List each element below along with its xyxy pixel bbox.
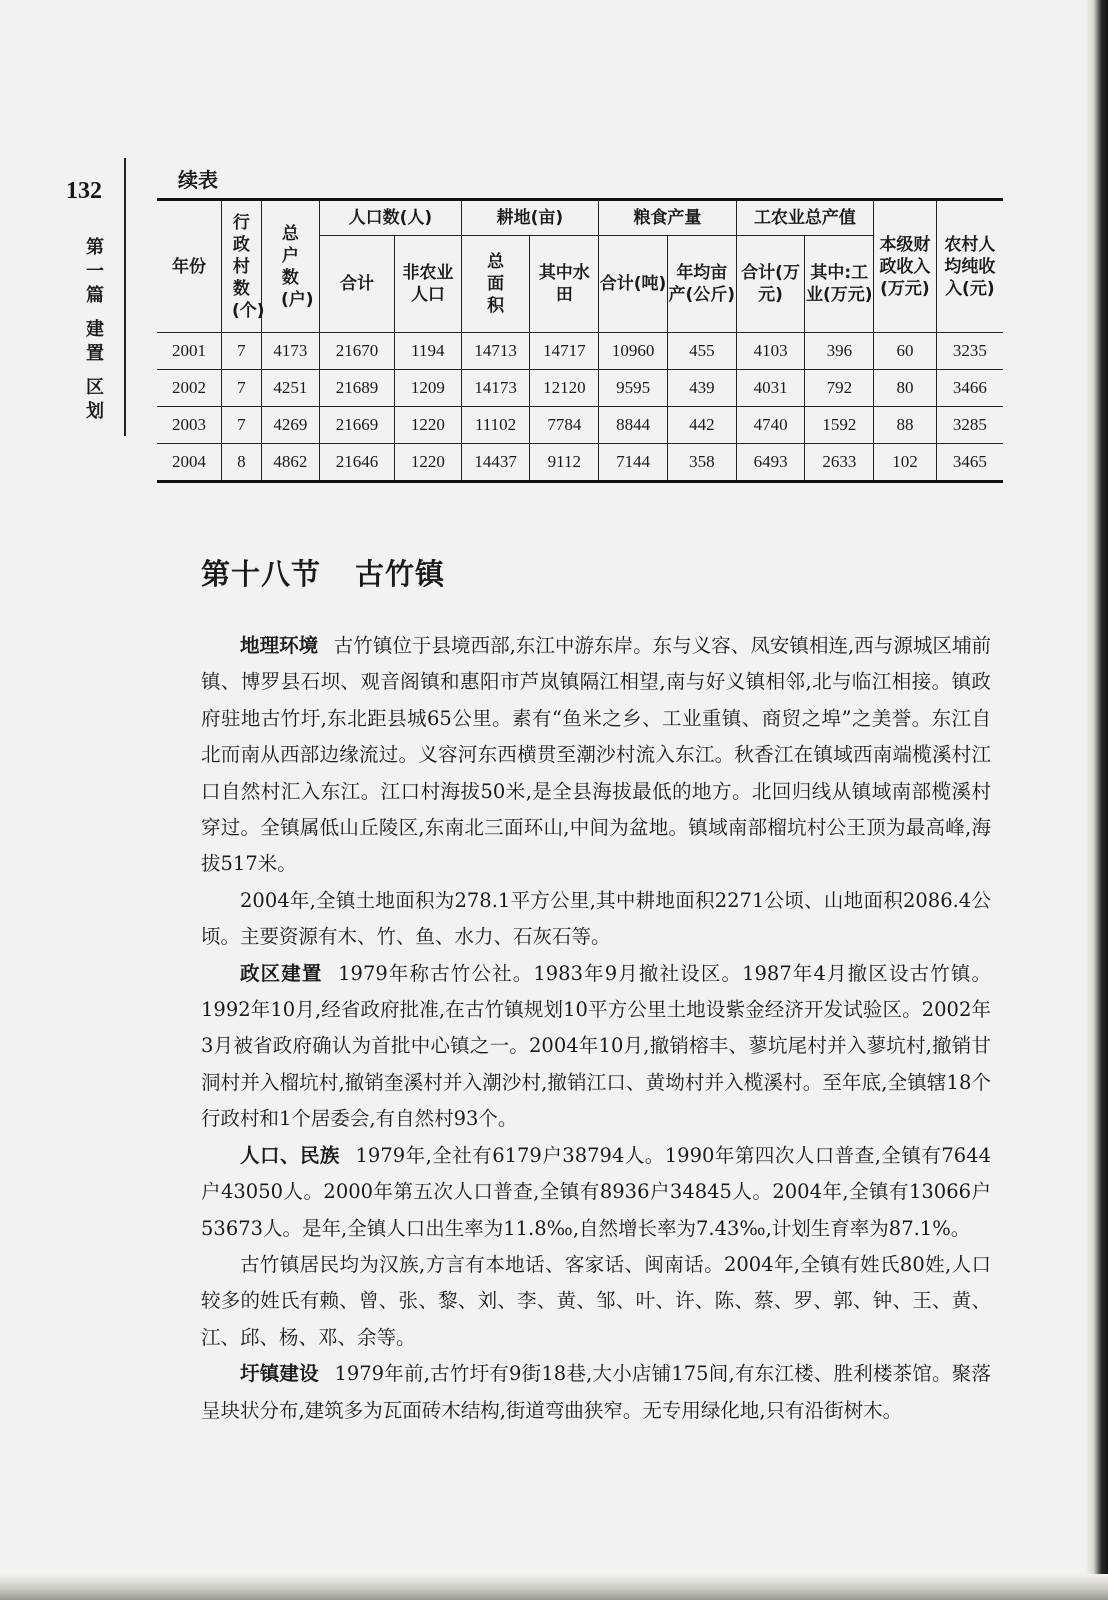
paragraph-text: 古竹镇位于县境西部,东江中游东岸。东与义容、凤安镇相连,西与源城区埔前镇、博罗县石坝、观音阁镇和惠阳市芦岚镇隔江相望,南与好义镇相邻,北与临江相接。镇政府驻地古竹圩,东北距县城65公里。素有“鱼米之乡、工业重镇、商贸之埠”之美誉。东江自北而南从西部边缘流过。义容河东西横贯至潮沙村流入东江。秋香江在镇域西南端榄溪村江口自然村汇入东江。江口村海拔50米,是全县海拔最低的地方。北回归线从镇域南部榄溪村穿过。全镇属低山丘陵区,东南北三面环山,中间为盆地。镇域南部榴坑村公王顶为最高峰,海拔517米。 bbox=[201, 634, 991, 876]
table-cell: 7 bbox=[222, 370, 262, 407]
table-cell: 2002 bbox=[157, 370, 222, 407]
table-cell: 3235 bbox=[936, 333, 1003, 370]
table-cell: 21646 bbox=[320, 444, 395, 482]
side-char: 一 bbox=[86, 261, 104, 282]
page-edge-shadow bbox=[1086, 0, 1108, 1600]
table-cell: 6493 bbox=[736, 444, 805, 482]
table-cell: 4031 bbox=[736, 370, 805, 407]
table-cell: 7784 bbox=[530, 407, 599, 444]
header-households: 总户数(户) bbox=[261, 200, 319, 333]
header-income: 农村人均纯收入(元) bbox=[936, 200, 1003, 333]
paragraph-text: 1979年,全社有6179户38794人。1990年第四次人口普查,全镇有7644户43050人。2000年第五次人口普查,全镇有8936户34845人。2004年,全镇有13066户53673人。是年,全镇人口出生率为11.8‰,自然增长率为7.43‰,计划生育率为87.1%。 bbox=[201, 1143, 991, 1240]
body-text bbox=[201, 628, 991, 1429]
side-char: 建 bbox=[86, 319, 104, 340]
paragraph-lead: 政区建置 bbox=[240, 961, 323, 985]
table-cell: 1220 bbox=[395, 444, 462, 482]
table-cell: 455 bbox=[667, 333, 736, 370]
table-cell: 1209 bbox=[395, 370, 462, 407]
page-bottom-shadow bbox=[0, 1574, 1108, 1600]
table-cell: 10960 bbox=[599, 333, 668, 370]
table-caption: 续表 bbox=[178, 168, 218, 192]
paragraph bbox=[201, 1138, 991, 1247]
table-cell: 4269 bbox=[261, 407, 319, 444]
table-cell: 12120 bbox=[530, 370, 599, 407]
page-number: 132 bbox=[66, 178, 102, 204]
statistics-table bbox=[157, 198, 1003, 483]
table-header-row bbox=[157, 200, 1003, 236]
header-fiscal: 本级财政收入(万元) bbox=[874, 200, 937, 333]
table-cell: 2004 bbox=[157, 444, 222, 482]
header-population-total: 合计 bbox=[320, 236, 395, 333]
table-cell: 7 bbox=[222, 407, 262, 444]
side-char: 划 bbox=[86, 401, 104, 422]
table-cell: 442 bbox=[667, 407, 736, 444]
paragraph-text: 1979年称古竹公社。1983年9月撤社设区。1987年4月撤区设古竹镇。1992年10月,经省政府批准,在古竹镇规划10平方公里土地设紫金经济开发试验区。2002年3月被省政府确认为首批中心镇之一。2004年10月,撤销榕丰、蓼坑尾村并入蓼坑村,撤销甘洞村并入榴坑村,撤销奎溪村并入潮沙村,撤销江口、黄坳村并入榄溪村。至年底,全镇辖18个行政村和1个居委会,有自然村93个。 bbox=[201, 961, 991, 1131]
paragraph bbox=[201, 1356, 991, 1429]
table-cell: 2001 bbox=[157, 333, 222, 370]
table-cell: 60 bbox=[874, 333, 937, 370]
paragraph bbox=[201, 956, 991, 1138]
table-cell: 9112 bbox=[530, 444, 599, 482]
side-char: 第 bbox=[86, 237, 104, 258]
header-year: 年份 bbox=[157, 200, 222, 333]
table-cell: 14713 bbox=[461, 333, 530, 370]
margin-rule bbox=[124, 158, 126, 436]
table-cell: 2003 bbox=[157, 407, 222, 444]
table-cell: 4103 bbox=[736, 333, 805, 370]
header-grain-total: 合计(吨) bbox=[599, 236, 668, 333]
table-cell: 358 bbox=[667, 444, 736, 482]
table-cell: 102 bbox=[874, 444, 937, 482]
table-cell: 11102 bbox=[461, 407, 530, 444]
section-name: 古竹镇 bbox=[355, 557, 446, 591]
header-grain: 粮食产量 bbox=[599, 200, 737, 236]
table-cell: 439 bbox=[667, 370, 736, 407]
paragraph bbox=[201, 628, 991, 883]
header-villages: 行政村数(个) bbox=[222, 200, 262, 333]
table-cell: 1220 bbox=[395, 407, 462, 444]
section-number: 第十八节 bbox=[201, 557, 322, 591]
header-farmland-paddy: 其中水田 bbox=[530, 236, 599, 333]
table-cell: 2633 bbox=[805, 444, 874, 482]
table-cell: 8844 bbox=[599, 407, 668, 444]
paragraph bbox=[201, 883, 991, 956]
paragraph-lead: 人口、民族 bbox=[240, 1143, 340, 1167]
table-cell: 7144 bbox=[599, 444, 668, 482]
table-cell: 14437 bbox=[461, 444, 530, 482]
table-row bbox=[157, 370, 1003, 407]
section-title bbox=[201, 552, 445, 593]
table-cell: 396 bbox=[805, 333, 874, 370]
table-cell: 1592 bbox=[805, 407, 874, 444]
paragraph-text: 2004年,全镇土地面积为278.1平方公里,其中耕地面积2271公顷、山地面积2086.4公顷。主要资源有木、竹、鱼、水力、石灰石等。 bbox=[201, 888, 991, 949]
header-output: 工农业总产值 bbox=[736, 200, 874, 236]
side-char: 篇 bbox=[86, 285, 104, 306]
table-cell: 14173 bbox=[461, 370, 530, 407]
table-cell: 4251 bbox=[261, 370, 319, 407]
table-cell: 21669 bbox=[320, 407, 395, 444]
header-farmland: 耕地(亩) bbox=[461, 200, 599, 236]
table-body bbox=[157, 333, 1003, 482]
header-population: 人口数(人) bbox=[320, 200, 462, 236]
paragraph-lead: 地理环境 bbox=[240, 634, 319, 657]
side-char: 置 bbox=[86, 343, 104, 364]
table-cell: 1194 bbox=[395, 333, 462, 370]
header-population-nonagri: 非农业人口 bbox=[395, 236, 462, 333]
header-output-total: 合计(万元) bbox=[736, 236, 805, 333]
table-cell: 3466 bbox=[936, 370, 1003, 407]
table-row bbox=[157, 333, 1003, 370]
table-cell: 88 bbox=[874, 407, 937, 444]
table-cell: 9595 bbox=[599, 370, 668, 407]
table-cell: 3465 bbox=[936, 444, 1003, 482]
header-farmland-total: 总面积 bbox=[461, 236, 530, 333]
paragraph-text: 古竹镇居民均为汉族,方言有本地话、客家话、闽南话。2004年,全镇有姓氏80姓,人口较多的姓氏有赖、曾、张、黎、刘、李、黄、邹、叶、许、陈、蔡、罗、郭、钟、王、黄、江、邱、杨、邓、余等。 bbox=[201, 1252, 991, 1349]
table-cell: 21670 bbox=[320, 333, 395, 370]
table-cell: 3285 bbox=[936, 407, 1003, 444]
table-cell: 4173 bbox=[261, 333, 319, 370]
table-cell: 8 bbox=[222, 444, 262, 482]
side-char: 区 bbox=[86, 377, 104, 398]
paragraph-lead: 圩镇建设 bbox=[240, 1362, 319, 1386]
table-row bbox=[157, 444, 1003, 482]
table-cell: 14717 bbox=[530, 333, 599, 370]
header-output-industry: 其中:工业(万元) bbox=[805, 236, 874, 333]
table-cell: 792 bbox=[805, 370, 874, 407]
table-row bbox=[157, 407, 1003, 444]
table-cell: 4740 bbox=[736, 407, 805, 444]
running-side-label bbox=[83, 236, 107, 424]
table-cell: 4862 bbox=[261, 444, 319, 482]
paragraph bbox=[201, 1247, 991, 1356]
table-cell: 7 bbox=[222, 333, 262, 370]
header-grain-yield: 年均亩产(公斤) bbox=[667, 236, 736, 333]
paragraph-text: 1979年前,古竹圩有9街18巷,大小店铺175间,有东江楼、胜利楼茶馆。聚落呈块状分布,建筑多为瓦面砖木结构,街道弯曲狭窄。无专用绿化地,只有沿街树木。 bbox=[201, 1362, 991, 1422]
table-cell: 21689 bbox=[320, 370, 395, 407]
table-cell: 80 bbox=[874, 370, 937, 407]
